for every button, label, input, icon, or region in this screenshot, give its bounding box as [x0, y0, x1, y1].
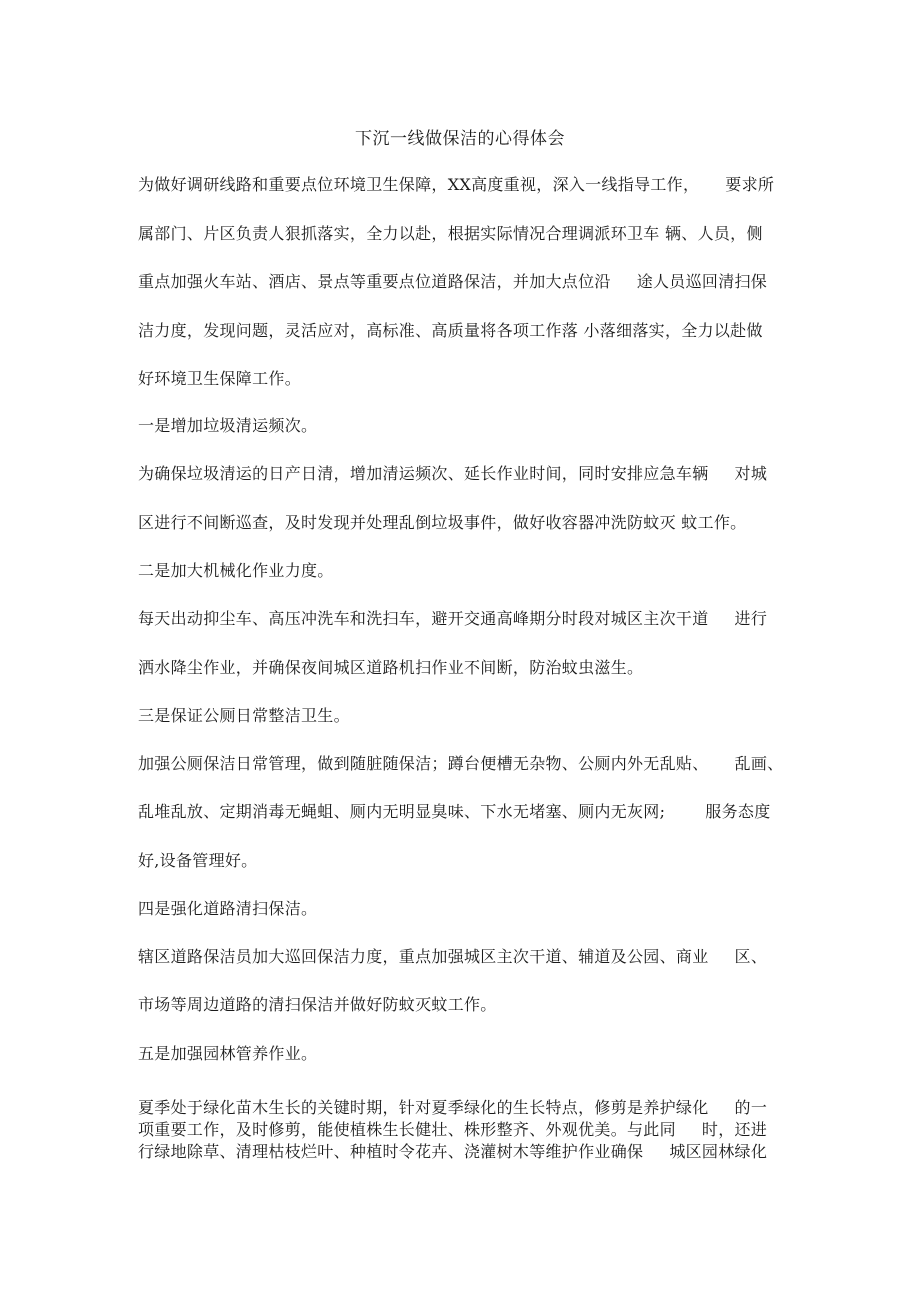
- section-heading: [138, 1044, 818, 1064]
- line-text: 洁力度，发现问题，灵活应对，高标准、高质量将各项工作落 小落细落实，全力以赴做: [138, 321, 763, 340]
- line-text-tail: 途人员巡回清扫保: [636, 272, 768, 291]
- line-text-tail: 乱画、: [734, 754, 784, 773]
- line-text: 洒水降尘作业，并确保夜间城区道路机扫作业不间断，防治蚊虫滋生。: [138, 658, 644, 677]
- line-text: 三是保证公厕日常整洁卫生。: [138, 706, 350, 725]
- paragraph-line: [138, 1142, 818, 1162]
- paragraph-line: [138, 1098, 818, 1118]
- paragraph-line: [138, 802, 818, 822]
- line-text: 五是加强园林管养作业。: [138, 1044, 318, 1063]
- line-text: 每天出动抑尘车、高压冲洗车和洗扫车，避开交通高峰期分时段对城区主次干道: [138, 609, 709, 628]
- line-text-tail: 的一: [734, 1098, 768, 1117]
- line-text: 项重要工作，及时修剪，能使植株生长健壮、株形整齐、外观优美。与此同: [138, 1120, 676, 1139]
- paragraph-line: [138, 513, 818, 533]
- paragraph-line: [138, 658, 818, 678]
- line-text: 行绿地除草、清理枯枝烂叶、种植时令花卉、浇灌树木等维护作业确保: [138, 1142, 644, 1161]
- paragraph-line: [138, 369, 818, 389]
- line-text-tail: 服务态度: [705, 802, 771, 821]
- line-text: 好环境卫生保障工作。: [138, 369, 302, 388]
- line-text: 好,设备管理好。: [138, 851, 258, 870]
- line-text: 一是增加垃圾清运频次。: [138, 416, 318, 435]
- line-text-tail: 进行: [734, 609, 768, 628]
- line-text: 区进行不间断巡查，及时发现并处理乱倒垃圾事件，做好收容器冲洗防蚊灭 蚊工作。: [138, 513, 747, 532]
- line-text: 加强公厕保洁日常管理，做到随脏随保洁；蹲台便槽无杂物、公厕内外无乱贴、: [138, 754, 709, 773]
- paragraph-line: [138, 851, 818, 871]
- line-text-tail: 城区园林绿化: [669, 1142, 768, 1161]
- paragraph-line: [138, 175, 818, 195]
- paragraph-line: [138, 754, 818, 774]
- section-heading: [138, 561, 818, 581]
- line-text-tail: 时，还进: [701, 1120, 768, 1139]
- line-text: 为做好调研线路和重要点位环境卫生保障，XX高度重视，深入一线指导工作，: [138, 175, 700, 194]
- paragraph-line: [138, 272, 818, 292]
- line-text: 乱堆乱放、定期消毒无蝇蛆、厕内无明显臭味、下水无堵塞、厕内无灰网;: [138, 802, 666, 821]
- line-text: 夏季处于绿化苗木生长的关键时期，针对夏季绿化的生长特点，修剪是养护绿化: [138, 1098, 709, 1117]
- paragraph-line: [138, 995, 818, 1015]
- paragraph-line: [138, 224, 818, 244]
- section-heading: [138, 899, 818, 919]
- line-text: 四是强化道路清扫保洁。: [138, 899, 318, 918]
- paragraph-line: [138, 609, 818, 629]
- section-heading: [138, 706, 818, 726]
- line-text: 市场等周边道路的清扫保洁并做好防蚊灭蚊工作。: [138, 995, 497, 1014]
- paragraph-line: [138, 321, 818, 341]
- line-text: 属部门、片区负责人狠抓落实，全力以赴，根据实际情况合理调派环卫车 辆、人员，侧: [138, 224, 763, 243]
- line-text-tail: 区、: [734, 947, 768, 966]
- paragraph-line: [138, 464, 818, 484]
- line-text: 辖区道路保洁员加大巡回保洁力度，重点加强城区主次干道、辅道及公园、商业: [138, 947, 709, 966]
- paragraph-line: [138, 1120, 818, 1140]
- document-title: 下沉一线做保洁的心得体会: [355, 129, 565, 149]
- line-text: 二是加大机械化作业力度。: [138, 561, 334, 580]
- line-text: 重点加强火车站、酒店、景点等重要点位道路保洁，并加大点位沿: [138, 272, 611, 291]
- section-heading: [138, 416, 818, 436]
- line-text-tail: 要求所: [725, 175, 775, 194]
- paragraph-line: [138, 947, 818, 967]
- line-text-tail: 对城: [734, 464, 768, 483]
- line-text: 为确保垃圾清运的日产日清，增加清运频次、延长作业时间，同时安排应急车辆: [138, 464, 709, 483]
